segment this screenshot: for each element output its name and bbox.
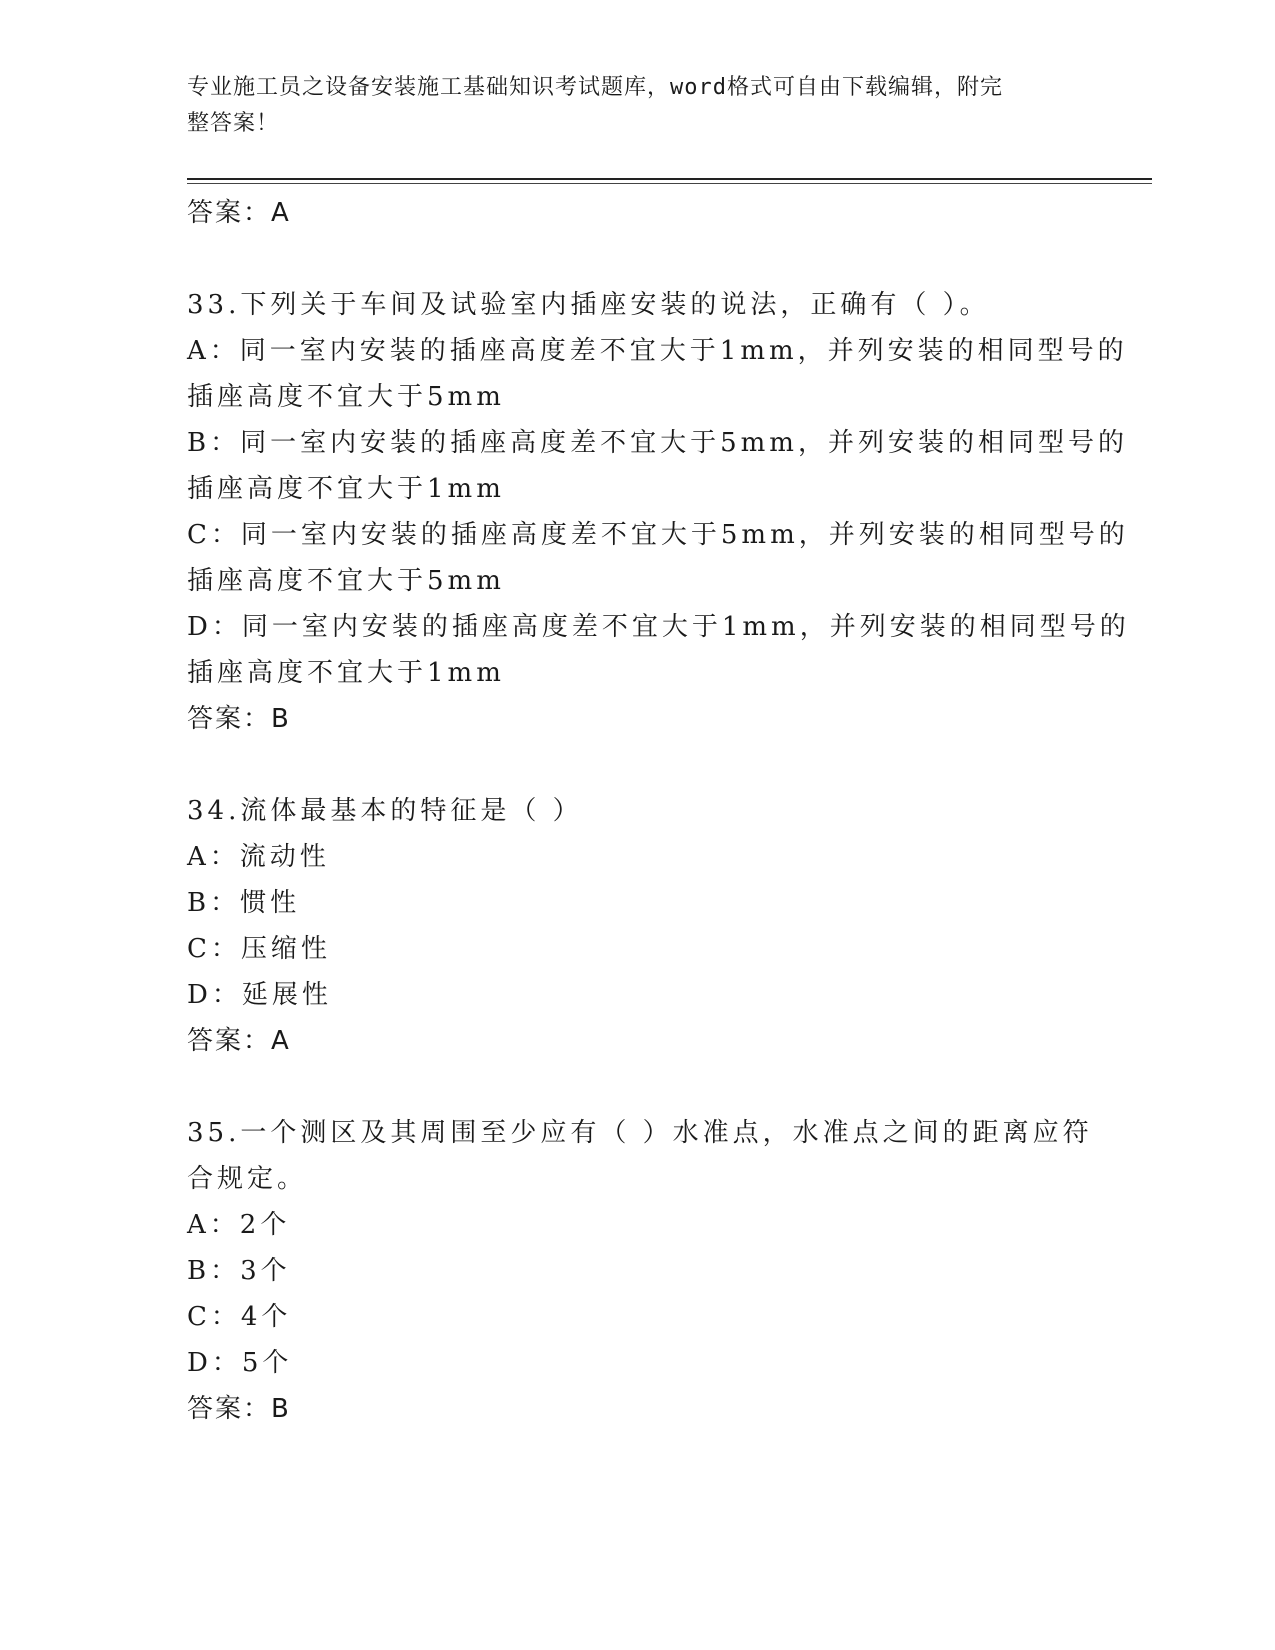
option-a-line-1: A：同一室内安装的插座高度差不宜大于1mm，并列安装的相同型号的 (187, 336, 1128, 366)
question-stem-line-1: 35.一个测区及其周围至少应有（ ）水准点，水准点之间的距离应符 (187, 1118, 1093, 1148)
option-a: A：2个 (187, 1210, 291, 1240)
option-d-line-1: D：同一室内安装的插座高度差不宜大于1mm，并列安装的相同型号的 (187, 612, 1130, 642)
option-a-line-2: 插座高度不宜大于5mm (187, 382, 505, 412)
question-answer: 答案：B (187, 1394, 291, 1424)
option-c: C：4个 (187, 1302, 292, 1332)
previous-answer: 答案：A (187, 198, 291, 228)
question-answer: 答案：A (187, 1026, 291, 1056)
option-d: D：5个 (187, 1348, 293, 1378)
spacer (187, 742, 1087, 788)
question-stem: 33.下列关于车间及试验室内插座安装的说法，正确有（ ）。 (187, 290, 990, 320)
option-d-line-2: 插座高度不宜大于1mm (187, 658, 505, 688)
question-35 (187, 1110, 1093, 1432)
spacer (187, 1064, 1087, 1110)
header-line-1: 专业施工员之设备安装施工基础知识考试题库，word格式可自由下载编辑，附完 (187, 75, 1003, 100)
spacer (187, 236, 1087, 282)
header-divider-thick (187, 178, 1152, 180)
option-b: B：惯性 (187, 888, 301, 918)
header-divider-thin (187, 183, 1152, 184)
question-answer: 答案：B (187, 704, 291, 734)
option-c: C：压缩性 (187, 934, 331, 964)
option-c-line-2: 插座高度不宜大于5mm (187, 566, 505, 596)
question-content (187, 190, 1130, 1432)
option-a: A：流动性 (187, 842, 330, 872)
question-stem-line-2: 合规定。 (187, 1164, 308, 1194)
option-d: D：延展性 (187, 980, 332, 1010)
question-34 (187, 788, 1087, 1064)
question-stem: 34.流体最基本的特征是（ ） (187, 796, 583, 826)
option-c-line-1: C：同一室内安装的插座高度差不宜大于5mm，并列安装的相同型号的 (187, 520, 1129, 550)
question-33 (187, 282, 1130, 742)
option-b-line-2: 插座高度不宜大于1mm (187, 474, 505, 504)
option-b: B：3个 (187, 1256, 291, 1286)
header-line-2: 整答案！ (187, 111, 280, 136)
option-b-line-1: B：同一室内安装的插座高度差不宜大于5mm，并列安装的相同型号的 (187, 428, 1128, 458)
document-header (187, 70, 1067, 142)
